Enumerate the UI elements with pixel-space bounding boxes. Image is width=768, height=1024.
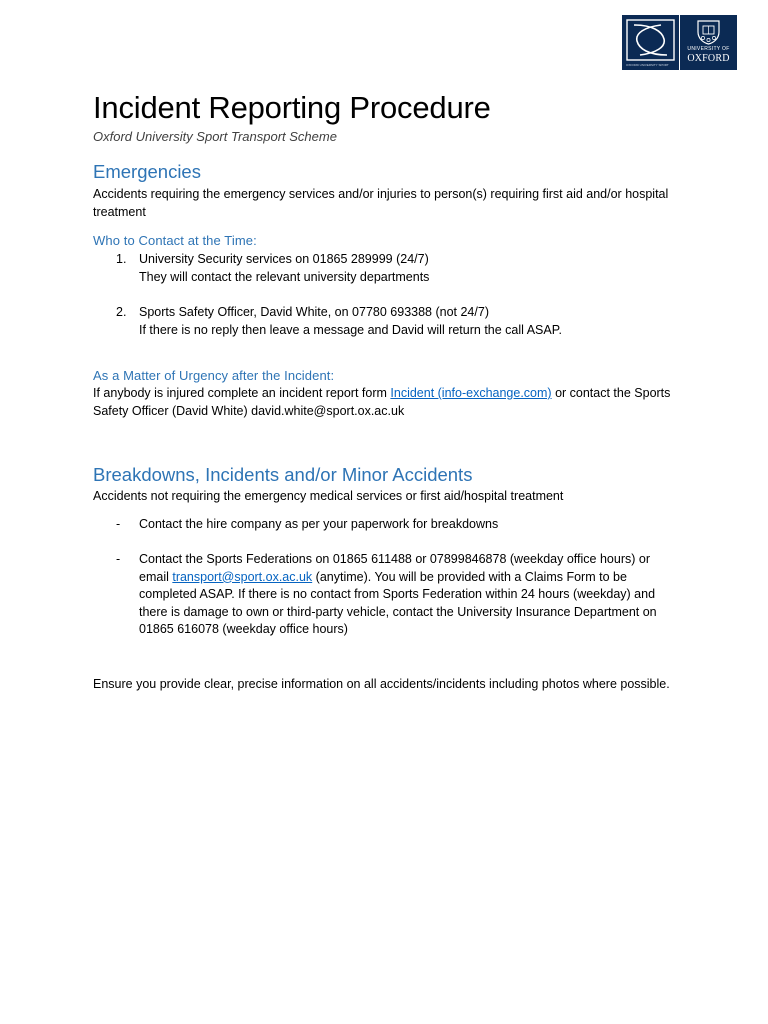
who-to-contact-heading: Who to Contact at the Time:	[93, 233, 257, 248]
contact-note: They will contact the relevant university departments	[139, 269, 430, 284]
oxford-crest-icon	[695, 19, 722, 45]
list-number: 2.	[116, 305, 127, 319]
page-subtitle: Oxford University Sport Transport Scheme	[93, 129, 337, 144]
transport-email-link[interactable]: transport@sport.ox.ac.uk	[172, 569, 313, 584]
contact-line: University Security services on 01865 289999 (24/7)	[139, 252, 429, 266]
emergencies-heading: Emergencies	[93, 161, 201, 182]
breakdowns-description: Accidents not requiring the emergency medical services or first aid/hospital treatment	[93, 489, 564, 503]
breakdown-text: Contact the hire company as per your paperwork for breakdowns	[139, 517, 499, 531]
list-dash: -	[116, 517, 121, 531]
page-title: Incident Reporting Procedure	[93, 90, 491, 125]
breakdown-item-sports-federations	[93, 551, 678, 639]
sport-logo-tagline: OXFORD UNIVERSITY SPORT	[626, 64, 669, 67]
closing-note: Ensure you provide clear, precise information on all accidents/incidents including photos where possible.	[93, 677, 670, 691]
contact-item-safety-officer	[93, 304, 678, 339]
list-number: 1.	[116, 252, 127, 266]
breakdowns-heading: Breakdowns, Incidents and/or Minor Accidents	[93, 464, 473, 485]
contact-note: If there is no reply then leave a message and David will return the call ASAP.	[139, 322, 562, 337]
oxford-wordmark: OXFORD	[687, 53, 730, 64]
after-incident-text-end: or contact the Sports Safety Officer (David White) david.white@sport.ox.ac.uk	[93, 386, 671, 418]
emergencies-description: Accidents requiring the emergency services and/or injuries to person(s) requiring first aid and/or hospital treatment	[93, 187, 669, 219]
header-logos	[622, 15, 737, 70]
breakdown-text	[139, 551, 678, 639]
list-dash: -	[116, 552, 121, 566]
breakdown-text-start: Contact the Sports Federations on 01865 611488 or 07899846878 (weekday office hours) or email	[139, 552, 650, 584]
sport-s-mark-icon	[622, 15, 679, 70]
contact-line: Sports Safety Officer, David White, on 07780 693388 (not 24/7)	[139, 305, 489, 319]
after-incident-text-start: If anybody is injured complete an incident report form	[93, 386, 391, 400]
oxford-university-sport-logo	[622, 15, 679, 70]
university-of-oxford-logo	[680, 15, 737, 70]
breakdown-text-end: (anytime). You will be provided with a Claims Form to be completed ASAP. If there is no contact from Sports Federation within 24 hours (weekday) and there is damage to own or third-party vehicle, contact the University Insurance Department on 01865 616078 (weekday office hours)	[139, 569, 657, 636]
contact-item-security	[93, 251, 678, 286]
after-incident-text	[93, 385, 678, 420]
after-incident-heading: As a Matter of Urgency after the Incident:	[93, 368, 335, 383]
incident-report-link[interactable]: Incident (info-exchange.com)	[390, 386, 552, 400]
breakdown-item-hire-company	[93, 516, 678, 534]
university-of-label: UNIVERSITY OF	[687, 46, 730, 52]
